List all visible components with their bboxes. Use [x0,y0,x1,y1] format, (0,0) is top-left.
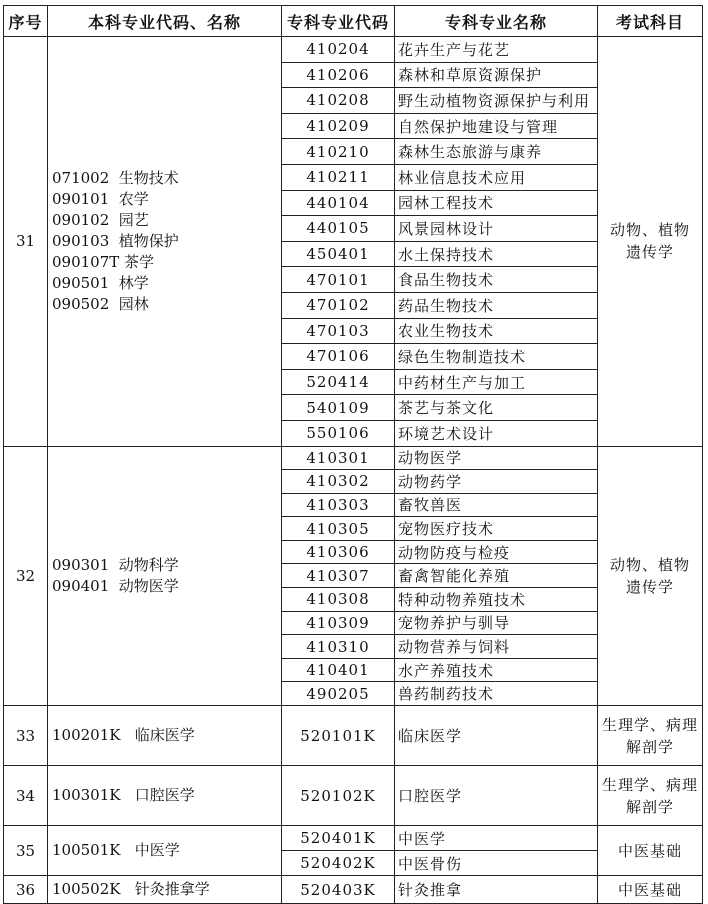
diploma-name-cell: 水产养殖技术 [395,658,598,682]
table-row [4,37,703,63]
header-name: 专科专业名称 [395,6,598,37]
diploma-name-cell: 口腔医学 [395,766,598,826]
exam-subject-line: 解剖学 [625,797,674,816]
diploma-code-cell: 440105 [282,216,395,242]
diploma-code-cell: 470103 [282,318,395,344]
diploma-name-cell: 食品生物技术 [395,267,598,293]
diploma-name-cell: 森林生态旅游与康养 [395,139,598,165]
undergrad-major: 100502K 针灸推拿学 [52,880,210,899]
header-row [4,6,703,37]
diploma-name-cell: 风景园林设计 [395,216,598,242]
exam-subject-cell [598,706,703,766]
diploma-code-cell: 470102 [282,292,395,318]
exam-subject-line: 解剖学 [625,737,674,756]
seq-cell: 36 [4,876,48,904]
diploma-name-cell: 动物医学 [395,446,598,470]
diploma-code-cell: 410308 [282,588,395,612]
undergrad-major: 090101 农学 [52,189,149,208]
undergrad-cell [48,446,282,706]
diploma-code-cell: 410206 [282,62,395,88]
diploma-code-cell: 410306 [282,540,395,564]
diploma-name-cell: 中医学 [395,826,598,851]
undergrad-major: 090103 植物保护 [52,231,179,250]
diploma-code-cell: 410209 [282,113,395,139]
seq-cell: 35 [4,826,48,876]
exam-subject-cell [598,37,703,447]
diploma-code-cell: 410204 [282,37,395,63]
diploma-code-cell: 410305 [282,517,395,541]
diploma-name-cell: 动物营养与饲料 [395,635,598,659]
table-row [4,706,703,766]
undergrad-major: 090502 园林 [52,294,149,313]
diploma-name-cell: 动物防疫与检疫 [395,540,598,564]
exam-subject-line: 生理学、病理 [601,715,698,734]
diploma-code-cell: 410310 [282,635,395,659]
diploma-name-cell: 畜牧兽医 [395,493,598,517]
diploma-name-cell: 兽药制药技术 [395,682,598,706]
diploma-code-cell: 520102K [282,766,395,826]
diploma-name-cell: 森林和草原资源保护 [395,62,598,88]
diploma-code-cell: 470106 [282,344,395,370]
exam-subject-cell [598,826,703,876]
seq-cell: 33 [4,706,48,766]
diploma-code-cell: 410208 [282,88,395,114]
diploma-name-cell: 动物药学 [395,470,598,494]
undergrad-cell [48,37,282,447]
diploma-name-cell: 茶艺与茶文化 [395,395,598,421]
exam-subject-line: 生理学、病理 [601,775,698,794]
undergrad-cell [48,826,282,876]
diploma-name-cell: 宠物养护与驯导 [395,611,598,635]
table-row [4,446,703,470]
diploma-name-cell: 中药材生产与加工 [395,369,598,395]
diploma-code-cell: 410303 [282,493,395,517]
header-subject: 考试科目 [598,6,703,37]
table-body [4,37,703,904]
undergrad-major: 100201K 临床医学 [52,726,195,745]
diploma-code-cell: 450401 [282,241,395,267]
diploma-code-cell: 520401K [282,826,395,851]
diploma-code-cell: 470101 [282,267,395,293]
undergrad-major: 090501 林学 [52,273,149,292]
undergrad-major: 090107T 茶学 [52,252,155,271]
undergrad-cell [48,706,282,766]
diploma-code-cell: 410211 [282,164,395,190]
diploma-code-cell: 540109 [282,395,395,421]
diploma-name-cell: 花卉生产与花艺 [395,37,598,63]
undergrad-major: 090301 动物科学 [52,555,179,574]
diploma-name-cell: 临床医学 [395,706,598,766]
exam-subject-line: 遗传学 [625,243,674,262]
seq-cell: 31 [4,37,48,447]
diploma-code-cell: 410301 [282,446,395,470]
exam-subject-cell [598,876,703,904]
exam-subject-cell [598,446,703,706]
undergrad-cell [48,766,282,826]
major-table [3,5,703,904]
exam-subject-line: 中医基础 [617,841,682,860]
header-code: 专科专业代码 [282,6,395,37]
diploma-name-cell: 宠物医疗技术 [395,517,598,541]
undergrad-major: 071002 生物技术 [52,168,179,187]
seq-cell: 34 [4,766,48,826]
exam-subject-line: 中医基础 [617,880,682,899]
table-row [4,766,703,826]
header-undergrad: 本科专业代码、名称 [48,6,282,37]
undergrad-major: 100301K 口腔医学 [52,786,195,805]
diploma-name-cell: 特种动物养殖技术 [395,588,598,612]
table-row [4,876,703,904]
diploma-name-cell: 园林工程技术 [395,190,598,216]
undergrad-major: 090102 园艺 [52,210,149,229]
diploma-name-cell: 野生动植物资源保护与利用 [395,88,598,114]
exam-subject-line: 遗传学 [625,577,674,596]
diploma-name-cell: 林业信息技术应用 [395,164,598,190]
diploma-name-cell: 绿色生物制造技术 [395,344,598,370]
diploma-code-cell: 520101K [282,706,395,766]
undergrad-cell [48,876,282,904]
diploma-name-cell: 环境艺术设计 [395,420,598,446]
diploma-code-cell: 550106 [282,420,395,446]
diploma-name-cell: 中医骨伤 [395,851,598,876]
exam-subject-line: 动物、植物 [609,221,690,240]
diploma-code-cell: 410210 [282,139,395,165]
diploma-name-cell: 水土保持技术 [395,241,598,267]
header-seq: 序号 [4,6,48,37]
diploma-name-cell: 针灸推拿 [395,876,598,904]
diploma-name-cell: 农业生物技术 [395,318,598,344]
diploma-name-cell: 自然保护地建设与管理 [395,113,598,139]
diploma-code-cell: 520414 [282,369,395,395]
exam-subject-cell [598,766,703,826]
diploma-code-cell: 490205 [282,682,395,706]
exam-subject-line: 动物、植物 [609,555,690,574]
diploma-code-cell: 410401 [282,658,395,682]
diploma-code-cell: 440104 [282,190,395,216]
diploma-code-cell: 410307 [282,564,395,588]
diploma-code-cell: 410309 [282,611,395,635]
diploma-code-cell: 520402K [282,851,395,876]
seq-cell: 32 [4,446,48,706]
undergrad-major: 090401 动物医学 [52,576,179,595]
diploma-code-cell: 520403K [282,876,395,904]
diploma-name-cell: 畜禽智能化养殖 [395,564,598,588]
diploma-name-cell: 药品生物技术 [395,292,598,318]
diploma-code-cell: 410302 [282,470,395,494]
table-row [4,826,703,851]
undergrad-major: 100501K 中医学 [52,841,180,860]
